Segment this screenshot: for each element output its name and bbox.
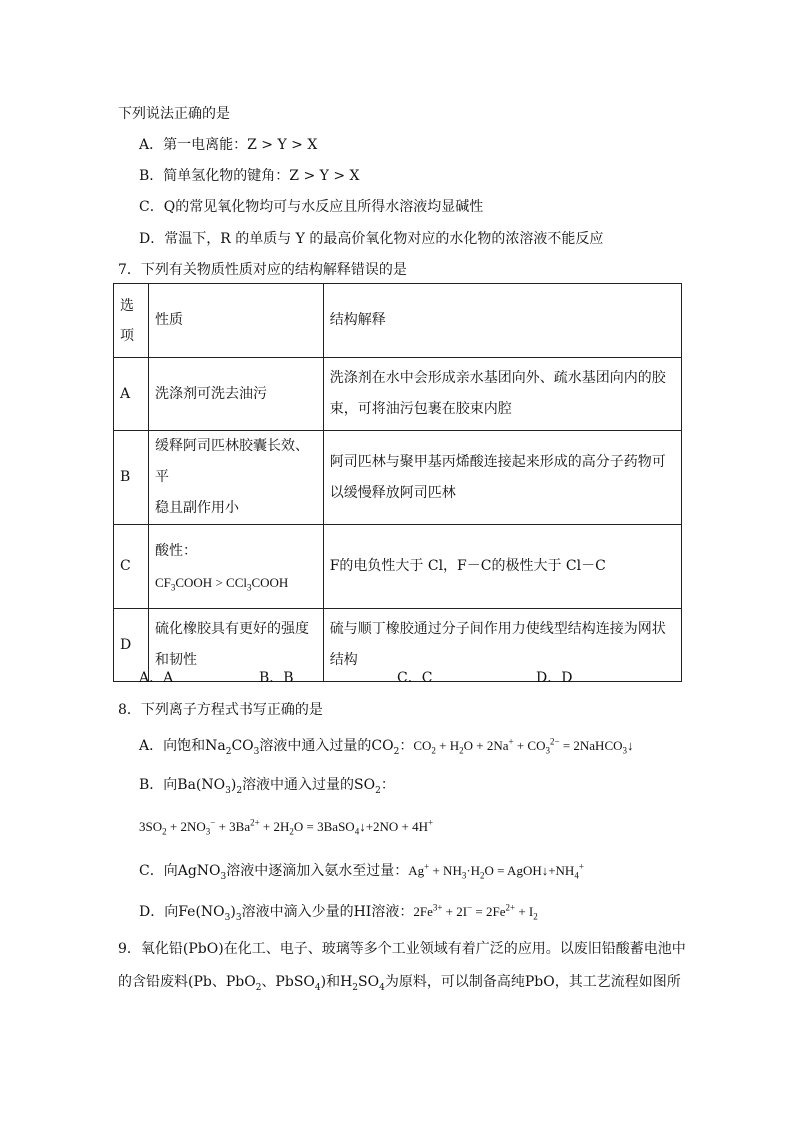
row-property: [148, 358, 323, 431]
q8-d-equation: $2Fe^{3+} + 2I^- = 2Fe^{2+} + I_2$: [413, 902, 538, 922]
row-property: [148, 431, 323, 525]
q8-c-text: C．向AgNO$_3$溶液中逐滴加入氨水至过量：: [139, 863, 409, 882]
header-option-line1: 选: [120, 297, 134, 314]
q6-option-a: A．第一电离能：Z > Y > X: [139, 137, 318, 153]
row-property: [148, 609, 323, 682]
header-explanation: 结构解释: [323, 284, 681, 358]
row-option: C: [114, 525, 149, 609]
q9-line1: 9．氧化铅(PbO)在化工、电子、玻璃等多个工业领域有着广泛的应用。以废旧铅酸蓄电池中: [118, 941, 686, 957]
table-row: [114, 431, 682, 525]
row-explanation: [323, 525, 681, 609]
q8-option-d: [139, 902, 538, 922]
q7-answer-b: B．B: [259, 670, 294, 686]
q8-option-a: [139, 736, 634, 756]
property-line: 硫化橡胶具有更好的强度: [154, 621, 309, 637]
q8-a-text: A．向饱和$Na_2CO_3$溶液中通入过量的$CO_2$：: [139, 738, 414, 757]
property-line: 酸性：: [154, 542, 197, 559]
header-property: 性质: [148, 284, 323, 358]
explanation-line: 以缓慢释放阿司匹林: [329, 484, 456, 501]
row-option: B: [114, 431, 149, 525]
property-text: 洗涤剂可洗去油污: [154, 385, 267, 402]
q7-answer-c: C．C: [397, 670, 433, 686]
q8-b-text: B．向$Ba(NO_3)_2$溶液中通入过量的$SO_2$：: [139, 777, 395, 796]
table-row: [114, 525, 682, 609]
q6-option-d: D．常温下，R 的单质与 Y 的最高价氧化物对应的水化物的浓溶液不能反应: [139, 231, 604, 247]
q7-answer-a: A．A: [139, 670, 174, 686]
explanation-line: 硫与顺丁橡胶通过分子间作用力使线型结构连接为网状: [329, 621, 666, 637]
q8-c-equation: $Ag^+ + NH_3\cdot H_2O$ = $AgOH↓+NH_4^+$: [408, 861, 584, 881]
q7-stem: 7．下列有关物质性质对应的结构解释错误的是: [118, 262, 407, 278]
row-explanation: [323, 358, 681, 431]
explanation-line: 洗涤剂在水中会形成亲水基团向外、疏水基团向内的胶: [329, 370, 666, 386]
q9-line2: 的含铅废料(Pb、PbO$_2$、PbSO$_4$)和$H_2SO_4$为原料，可以制备高纯PbO，其工艺流程如图所: [118, 974, 681, 993]
row-option: D: [114, 609, 149, 682]
q8-d-text: D．向$Fe(NO_3)_3$溶液中滴入少量的HI溶液：: [139, 904, 414, 923]
q6-stem: 下列说法正确的是: [118, 106, 230, 122]
table-row: [114, 358, 682, 431]
property-line: 和韧性: [154, 652, 197, 668]
header-option: [114, 284, 149, 358]
explanation-line: F的电负性大于 Cl，F－C的极性大于 Cl－C: [329, 558, 606, 574]
q6-option-b: B．简单氢化物的键角：Z > Y > X: [139, 168, 360, 184]
q6-option-c: C．Q的常见氧化物均可与水反应且所得水溶液均显碱性: [139, 199, 484, 215]
q8-option-b: [139, 775, 395, 795]
header-option-line2: 项: [120, 327, 134, 344]
q7-table: [113, 283, 682, 682]
q8-a-equation: $CO_2 + H_2O + 2Na^+ + CO_3^{2-}$ = 2NaHCO$_3$↓: [413, 736, 634, 756]
explanation-line: 结构: [329, 652, 358, 668]
row-explanation: [323, 609, 681, 682]
explanation-line: 束，可将油污包裹在胶束内腔: [329, 401, 512, 417]
q8-option-c: [139, 861, 584, 881]
q8-stem: 8．下列离子方程式书写正确的是: [118, 702, 323, 718]
row-option: A: [114, 358, 149, 431]
explanation-line: 阿司匹林与聚甲基丙烯酸连接起来形成的高分子药物可: [329, 453, 666, 470]
table-header-row: [114, 284, 682, 358]
property-line: 缓释阿司匹林胶囊长效、平: [154, 438, 309, 485]
row-explanation: [323, 431, 681, 525]
q7-answer-d: D．D: [536, 670, 573, 686]
row-property: [148, 525, 323, 609]
q8-b-equation: $3SO_2 + 2NO_3^- + 3Ba^{2+} + 2H_2O$ = 3BaSO$_4$↓+2NO + 4H+: [139, 817, 434, 837]
property-line: 稳且副作用小: [154, 500, 239, 516]
acidity-formula: $CF_3COOH$ > CCl$_3$COOH: [154, 574, 289, 593]
